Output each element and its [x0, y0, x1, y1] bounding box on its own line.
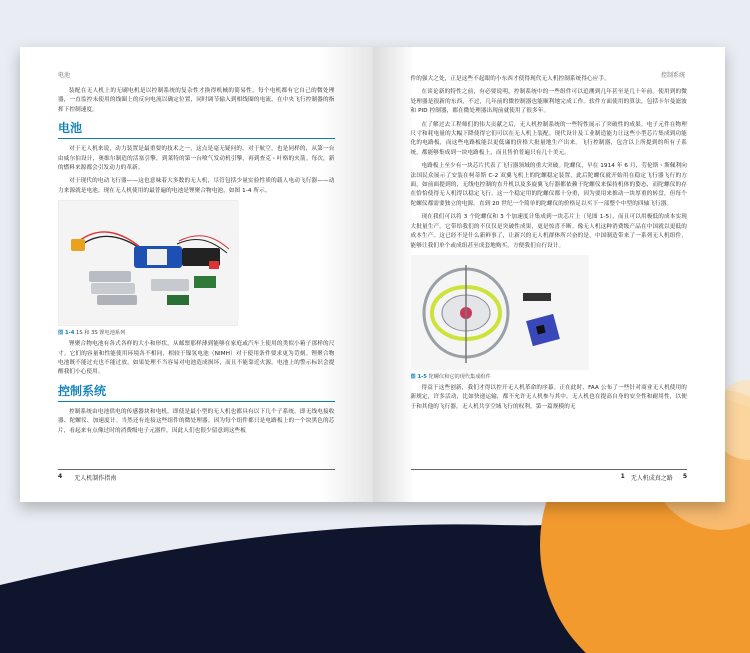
paragraph: 电路板上至少有一块芯片代表了飞行器领域的重大突破。陀螺仪，早在 1914 年 6 月，劳伦斯・斯佩利向法国民众展示了安装在柯蒂斯 C-2 双翼飞机上的陀螺稳定装置，此后陀螺仪就开始用在稳定飞行器飞行的方面。如前面提到的，无线电控制的直升机以及多旋翼飞行器都依赖于陀螺仪来保持机体的姿态，而陀螺仪的存在恰恰使得无人机得以稳定飞行。这一个稳定用的陀螺仪都十分重，因为要用来推动一块厚重的转盘，但每个陀螺仪都需要独立的电源。直到 20 世纪一个简单的陀螺仪的价格足以买下一部整个中型的四轴飞行器。 [410, 163, 687, 207]
paragraph: 对于无人机来说，动力装置是最重要的技术之一，这点是毫无疑问的。对于航空，也是同样的，从第一台由威尔伯设计，奥维尔制造的活塞引擎，到莱特的第一台喷气发动机引擎，再到查克・叶格的火箭。每次，新的燃料来源都会引发动力的革新。 [58, 146, 335, 172]
section-heading-battery: 电池 [58, 119, 335, 139]
figure-label: 图 1-4 [58, 330, 75, 337]
figure-label: 图 1-5 [410, 373, 427, 380]
paragraph: 件的强大之处，正是这些不起眼的小东西才使得现代无人机控制系统得心应手。 [410, 76, 610, 82]
paragraph: 装配在无人机上的无刷电机是以控制系统的复杂性才换得机械的简易性。每个电机都有它自己的微处理器，一直监控未使用的线圈上的反向电流以确定位置，同时调节输入到相线圈的电流，在中央飞行控制器的指挥下控制速度。 [58, 88, 335, 113]
paragraph: 在谈论新的特性之前，有必要说明，控制系统中的一些组件可以追溯到几年甚至是几十年前。使用到的微处理器是很新的东西，不过，几年前的微控制器也能顺利地完成工作。软件方面使用的算法，包括卡尔曼滤波和 PID 控制器，都在微处理器出现前就使用了很多年。 [410, 89, 687, 115]
figure-caption [58, 329, 335, 336]
paragraph: 锂聚合物电池有各式各样的大小和形状，从邮票那样薄到能够在家庭或汽车上使用的类似小箱子那样的尺寸。它们的容量和性能使用环境各不相同，相较于镍氢电池（NIMH）对于使用条件要求更为苛刻。锂聚合物电池既不能过充也不能过放，如果处理不当容易对电池造成损坏，而且不能靠近火源。电池上的警示标识会提醒我们小心使用。 [58, 341, 335, 376]
paragraph: 控制系统由电池供电的传感器块和电机。即使是最小型的无人机也都具有以下几个子系统，即无线电接收器、陀螺仪、加速度计。当然还有连接这些组件的微处理器。因为每个组件都只是电路板上的一个块黑色的芯片，看起来有点像过时的消费级电子元器件。因此人们也很少留意到这些板 [58, 408, 335, 434]
gyroscope-photo [411, 255, 589, 370]
open-book [20, 47, 725, 502]
paragraph: 对于现代的电动飞行器——这也意味着大多数的无人机，尽管包括少量实验性质的载人电动飞行器——动力来源就是电池。现在无人机使用的最普遍的电池是锂聚合物电池，如图 1-4 所示。 [58, 178, 335, 194]
section-heading-control: 控制系统 [58, 382, 335, 402]
right-page [373, 47, 726, 502]
paragraph: 在了解过去工程师们的伟大贡献之后，无人机控制系统的一些特性展示了突破性的成果。电子元件在物理尺寸和耗电量的大幅下降使得它们可以在无人机上装配。现代设计及工业制造能力让这些小型芯片集成到功能化的电路板，而这些电路板能以更低廉的价格大批量地生产出来。飞行控制器，包含以上所提到的所有子系统，都能够集成到一块电路板上，而且售价普遍只有几十美元。 [410, 121, 687, 156]
paragraph: 得益于这些创新，我们才得以控开无人机革命的序幕。正在此时，FAA 公布了一些针对商业无人机使用的新规定，许多活动，比如快递运输，都不允许无人机参与其中。无人机也在提高自身的安全性和耐用性，以便于和其他的飞行器，无人机共享空域飞行的权利，第一篇规模的无 [410, 384, 687, 410]
book-title: 无人机制作指南 [74, 475, 117, 482]
page-number: 5 [682, 473, 687, 480]
running-head: 控制系统 [660, 72, 685, 79]
left-page [20, 47, 373, 502]
running-head: 电池 [58, 72, 71, 79]
figure-caption [411, 373, 688, 380]
chapter-number: 1 [620, 473, 625, 480]
figure-caption-text: 陀螺仪和它的现代集成组件 [428, 373, 491, 380]
battery-photo [58, 200, 238, 326]
page-footer [58, 469, 335, 482]
page-footer [411, 469, 688, 482]
chapter-title: 无人机成真之路 [630, 475, 673, 482]
figure-caption-text: 1S 和 3S 锂电池系列 [76, 330, 126, 337]
page-number: 4 [58, 473, 63, 480]
paragraph: 现在我们可以将 3 个陀螺仪和 3 个加速度计集成到一块芯片上（见图 1-5），而且可以用极低的成本实现大批量生产。它带给我们的不仅仅是突破性成果，更是惊喜不断。像无人机这种消费级产品在中国就以更低的成本生产。这已经不是什么新鲜事了，让新兴的无人机群体所兴奋的是，中国制造带来了一系列无人机组件，能够让我们单个或成组甚至成套地购买，方便我们自行设计。 [410, 214, 687, 249]
